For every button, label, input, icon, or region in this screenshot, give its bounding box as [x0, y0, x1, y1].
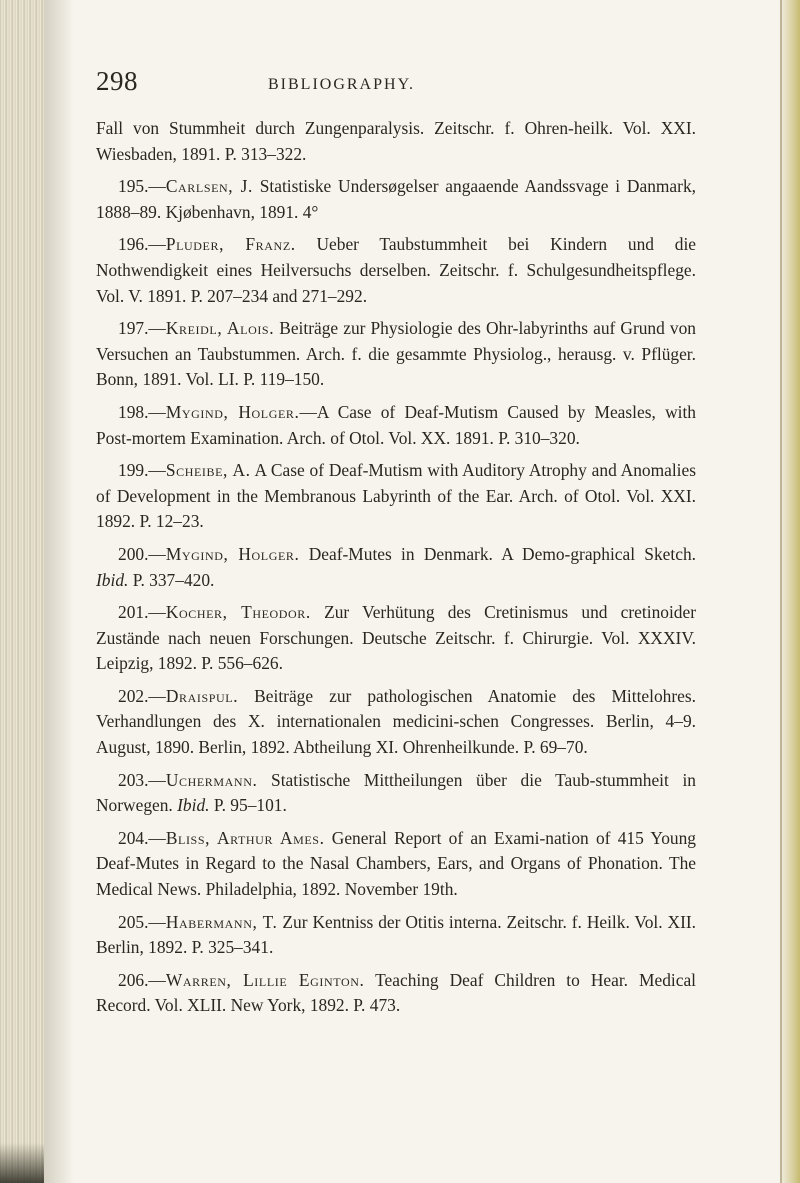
entry-number: 197.— [118, 318, 166, 339]
bibliography-entry [96, 600, 696, 677]
entry-author: Pluder, Franz. [165, 234, 296, 255]
entry-pages: P. 95–101. [209, 795, 287, 816]
bibliography-entry [96, 910, 696, 961]
bibliography-entry [96, 458, 696, 535]
entry-ibid: Ibid. [177, 795, 210, 816]
entry-text: Deaf-Mutes in Denmark. A Demo-graphical Sketch. [299, 543, 696, 564]
bibliography-entry: Fall von Stummheit durch Zungenparalysis. Zeitschr. f. Ohren-heilk. Vol. XXI. Wiesbaden, 1891. P. 313–322. [96, 118, 696, 164]
bibliography-entry [96, 684, 696, 761]
entry-text: Teaching Deaf Children to Hear. Medical Record. Vol. XLII. New York, 1892. P. 473. [96, 969, 696, 1016]
entry-number: 200.— [118, 543, 166, 564]
right-page-edge [782, 0, 800, 1183]
entry-number: 195.— [118, 176, 166, 197]
bibliography-entry [96, 400, 696, 451]
entry-number: 202.— [118, 685, 166, 706]
entry-text: General Report of an Exami-nation of 415 Young Deaf-Mutes in Regard to the Nasal Chambers, Ears, and Organs of Phonation. The Medical News. Philadelphia, 1892. November 19th. [96, 827, 696, 900]
entry-text: Statistische Mittheilungen über die Taub-stummheit in Norwegen. [96, 769, 696, 816]
entry-author: Kreidl, Alois. [165, 318, 275, 339]
entry-author: Bliss, Arthur Ames. [165, 827, 325, 848]
bibliography-entry [96, 542, 696, 593]
entry-author: Draispul. [165, 685, 239, 706]
entry-number: 201.— [118, 602, 166, 623]
running-head [96, 66, 696, 106]
entry-author: Habermann, T. [165, 911, 278, 932]
entry-author: Carlsen, J. [165, 176, 253, 197]
bibliography-entry [96, 174, 696, 225]
page-number: 298 [96, 66, 138, 96]
entry-pages: P. 337–420. [128, 569, 215, 590]
page-title: BIBLIOGRAPHY. [268, 76, 416, 93]
entry-number: 205.— [118, 911, 166, 932]
entry-ibid: Ibid. [96, 569, 129, 590]
entry-author: Kocher, Theodor. [165, 602, 311, 623]
entry-author: Mygind, Holger. [165, 543, 300, 564]
entry-number: 203.— [118, 769, 166, 790]
bibliography-entry [96, 316, 696, 393]
entry-author: Uchermann. [165, 769, 258, 790]
entry-text: —A Case of Deaf-Mutism Caused by Measles, with Post-mortem Examination. Arch. of Otol. Vol. XX. 1891. P. 310–320. [96, 401, 696, 448]
entry-text: Beiträge zur pathologischen Anatomie des Mittelohres. Verhandlungen des X. internationalen medicini-schen Congresses. Berlin, 4–9. August, 1890. Berlin, 1892. Abtheilung XI. Ohrenheilkunde. P. 69–70. [96, 685, 696, 758]
entry-text: Ueber Taubstummheit bei Kindern und die Nothwendigkeit eines Heilversuchs derselben. Zeitschr. f. Schulgesundheitspflege. Vol. V. 1891. P. 207–234 and 271–292. [96, 234, 696, 306]
entry-author: Mygind, Holger. [165, 401, 300, 422]
entry-author: Scheibe, A. [165, 460, 251, 481]
book-page [96, 0, 696, 1183]
entry-number: 206.— [118, 969, 166, 990]
entry-author: Warren, Lillie Eginton. [165, 969, 365, 990]
entry-text: Zur Kentniss der Otitis interna. Zeitschr. f. Heilk. Vol. XII. Berlin, 1892. P. 325–341. [96, 911, 697, 958]
entry-text: Beiträge zur Physiologie des Ohr-labyrinths auf Grund von Versuchen an Taubstummen. Arch. f. die gesammte Physiolog., herausg. v. Pflüger. Bonn, 1891. Vol. LI. P. 119–150. [96, 318, 696, 390]
entry-number: 198.— [118, 401, 166, 422]
bibliography-entry [96, 768, 696, 819]
entry-number: 204.— [118, 827, 166, 848]
entry-text: Zur Verhütung des Cretinismus und cretinoider Zustände nach neuen Forschungen. Deutsche Zeitschr. f. Chirurgie. Vol. XXXIV. Leipzig, 1892. P. 556–626. [96, 602, 696, 674]
gutter-shadow [44, 0, 74, 1183]
entry-text: Statistiske Undersøgelser angaaende Aandssvage i Danmark, 1888–89. Kjøbenhavn, 1891. 4° [96, 176, 696, 222]
entry-number: 196.— [118, 234, 166, 255]
bibliography-list [96, 116, 696, 1026]
bibliography-entry [96, 232, 696, 309]
entry-number: 199.— [118, 460, 166, 481]
bibliography-entry [96, 826, 696, 903]
entry-text: A Case of Deaf-Mutism with Auditory Atrophy and Anomalies of Development in the Membranous Labyrinth of the Ear. Arch. of Otol. Vol. XXI. 1892. P. 12–23. [96, 460, 696, 532]
bibliography-entry [96, 968, 696, 1019]
book-gutter-edge [0, 0, 44, 1183]
